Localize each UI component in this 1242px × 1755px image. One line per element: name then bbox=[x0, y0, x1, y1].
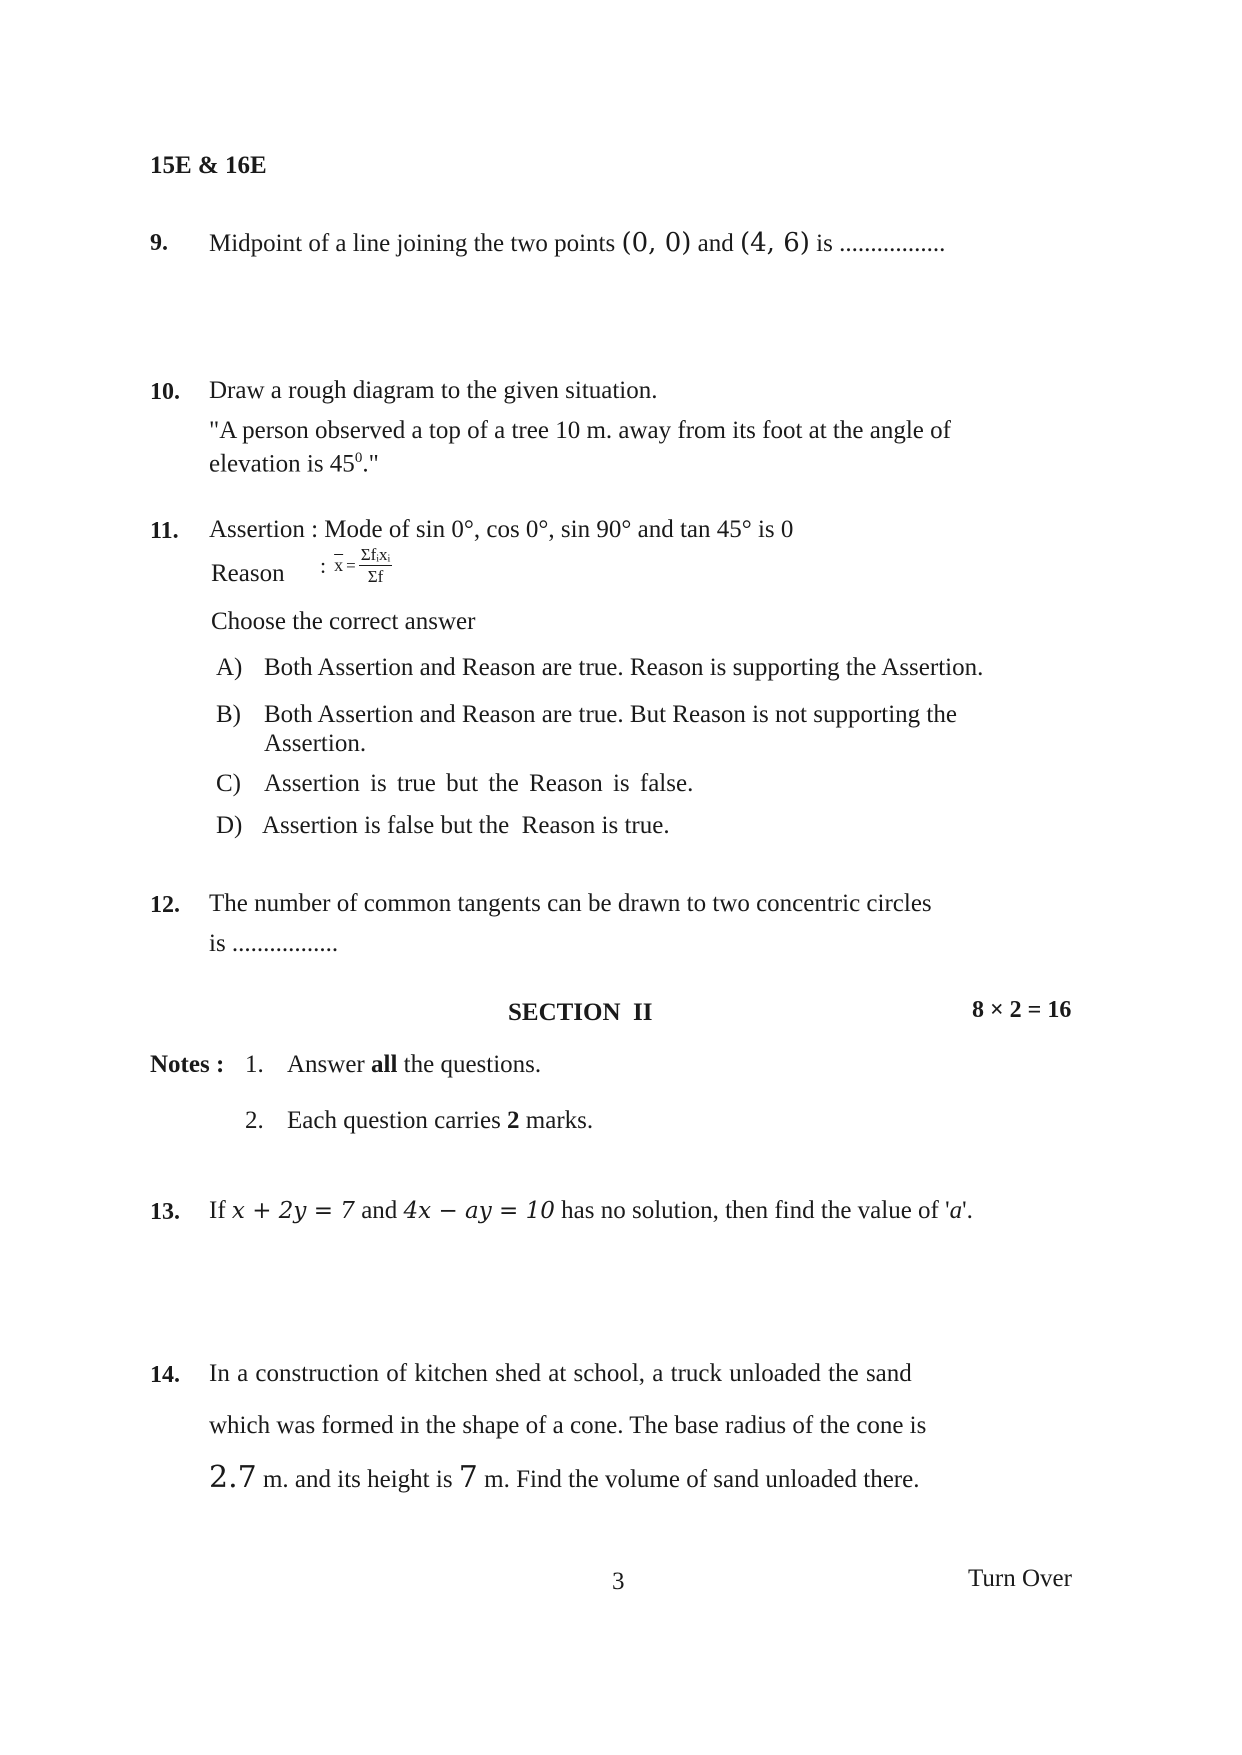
q11-option-c-label: C) bbox=[216, 770, 241, 797]
q14-height-value: 7 bbox=[458, 1460, 478, 1495]
q14-line3-end: m. Find the volume of sand unloaded there. bbox=[477, 1466, 920, 1493]
q13-rest: has no solution, then find the value of ' bbox=[561, 1197, 950, 1224]
page-number: 3 bbox=[612, 1568, 625, 1595]
q11-formula-denominator: Σf bbox=[367, 567, 384, 586]
q13-text bbox=[209, 1197, 973, 1225]
q11-assertion-text: : Mode of sin 0°, cos 0°, sin 90° and tan 45° is 0 bbox=[311, 516, 794, 543]
q13-variable: a bbox=[949, 1197, 963, 1224]
q10-number: 10. bbox=[150, 379, 180, 405]
note1-text bbox=[287, 1051, 541, 1079]
q11-assertion bbox=[209, 516, 793, 544]
section-marks: 8 × 2 = 16 bbox=[972, 997, 1072, 1023]
q14-line3 bbox=[209, 1460, 919, 1495]
note2-post: marks. bbox=[525, 1107, 594, 1134]
section-title: SECTION II bbox=[508, 999, 653, 1026]
q11-option-a-label: A) bbox=[216, 654, 243, 681]
q11-reason-formula bbox=[320, 546, 392, 585]
q13-equation-2: 4x − ay = 10 bbox=[403, 1198, 555, 1224]
q11-option-a-text: Both Assertion and Reason are true. Reason is supporting the Assertion. bbox=[264, 654, 984, 681]
q13-number: 13. bbox=[150, 1199, 180, 1225]
q11-formula-eq: = bbox=[346, 555, 356, 575]
note2-bold: 2 bbox=[507, 1107, 520, 1134]
q11-formula-lhs: $\overline{x}$ bbox=[334, 555, 344, 575]
q9-text-after: is ................. bbox=[816, 230, 946, 257]
q14-radius-value: 2.7 bbox=[209, 1460, 257, 1495]
q14-line2: which was formed in the shape of a cone. The base radius of the cone is bbox=[209, 1412, 927, 1439]
q9-and: and bbox=[697, 230, 734, 257]
turn-over: Turn Over bbox=[968, 1565, 1072, 1592]
q11-reason-label: Reason bbox=[211, 560, 285, 587]
q11-assertion-label: Assertion bbox=[209, 516, 305, 543]
q13-end: '. bbox=[962, 1197, 973, 1224]
q10-degree: 0 bbox=[354, 450, 363, 466]
note2-number: 2. bbox=[245, 1107, 264, 1134]
q10-line1: Draw a rough diagram to the given situation. bbox=[209, 377, 658, 404]
note2-text bbox=[287, 1107, 593, 1135]
q12-line2: is ................. bbox=[209, 930, 339, 957]
q14-line3-mid: m. and its height is bbox=[256, 1466, 459, 1493]
q13-and: and bbox=[361, 1197, 398, 1224]
paper-code: 15E & 16E bbox=[150, 152, 267, 179]
note2-pre: Each question carries bbox=[287, 1107, 501, 1134]
q10-line3-end: ." bbox=[362, 450, 379, 478]
q14-number: 14. bbox=[150, 1362, 180, 1388]
note1-pre: Answer bbox=[287, 1051, 365, 1078]
q11-option-b-text2: Assertion. bbox=[264, 730, 367, 757]
q11-option-c-text: Assertion is true but the Reason is false. bbox=[264, 770, 694, 797]
q10-line3-text: elevation is 45 bbox=[209, 450, 355, 478]
note1-bold: all bbox=[371, 1051, 398, 1078]
q9-point1: (0, 0) bbox=[621, 228, 692, 258]
q9-text-before: Midpoint of a line joining the two points bbox=[209, 230, 616, 257]
notes-label: Notes : bbox=[150, 1051, 225, 1078]
q10-line2: "A person observed a top of a tree 10 m. away from its foot at the angle of bbox=[209, 417, 951, 444]
q9-number: 9. bbox=[150, 230, 168, 256]
q11-formula-numerator: Σfᵢxᵢ bbox=[360, 545, 391, 564]
q10-line3 bbox=[209, 450, 379, 478]
q9-text bbox=[209, 228, 945, 258]
q11-choose: Choose the correct answer bbox=[211, 608, 476, 635]
q13-if: If bbox=[209, 1197, 226, 1224]
q11-option-d-label: D) bbox=[216, 812, 243, 839]
q11-option-d-text: Assertion is false but the Reason is true. bbox=[262, 812, 670, 839]
q13-equation-1: x + 2y = 7 bbox=[231, 1198, 355, 1224]
note1-number: 1. bbox=[245, 1051, 264, 1078]
q9-point2: (4, 6) bbox=[740, 228, 810, 258]
q12-number: 12. bbox=[150, 892, 180, 918]
q11-reason-colon: : bbox=[320, 552, 327, 578]
q11-formula-fraction bbox=[359, 546, 393, 585]
q11-option-b-text: Both Assertion and Reason are true. But Reason is not supporting the bbox=[264, 701, 957, 728]
q14-line1: In a construction of kitchen shed at school, a truck unloaded the sand bbox=[209, 1360, 912, 1387]
q11-option-b-label: B) bbox=[216, 701, 241, 728]
note1-post: the questions. bbox=[403, 1051, 542, 1078]
q12-line1: The number of common tangents can be drawn to two concentric circles bbox=[209, 890, 932, 917]
q11-number: 11. bbox=[150, 518, 179, 544]
